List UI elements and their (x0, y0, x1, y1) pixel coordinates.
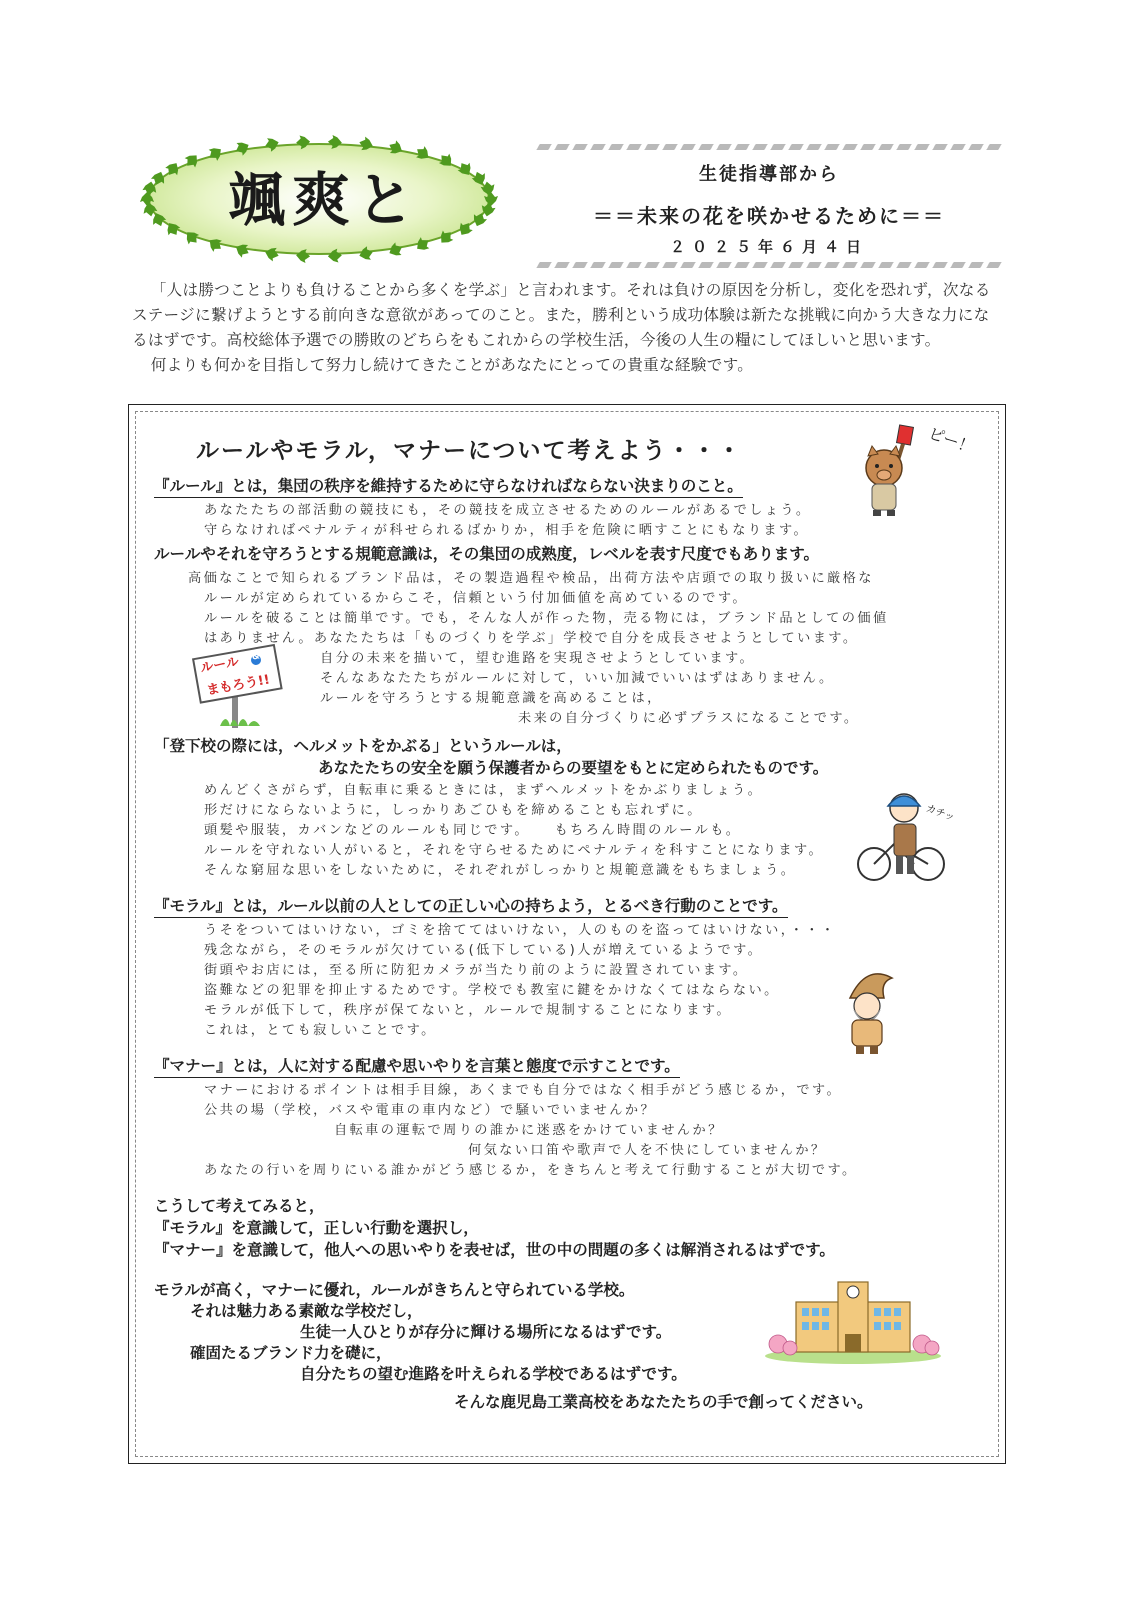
moral-heading: 『モラル』とは，ルール以前の人としての正しい心の持ちよう，とるべき行動のことです。 (154, 894, 788, 918)
manner-line: あなたの行いを周りにいる誰かがどう感じるか，をきちんと考えて行動することが大切です。 (204, 1163, 858, 1178)
manner-heading: 『マナー』とは，人に対する配慮や思いやりを言葉と態度で示すことです。 (154, 1054, 680, 1078)
moral-line: 残念ながら，そのモラルが欠けている(低下している)人が増えているようです。 (204, 943, 764, 958)
conclusion-line: こうして考えてみると， (154, 1197, 325, 1215)
header-divider-top (536, 144, 1001, 150)
manner-line: 公共の場（学校，バスや電車の車内など）で騒いでいませんか？ (204, 1103, 657, 1118)
school-line: 生徒一人ひとりが存分に輝ける場所になるはずです。 (300, 1323, 672, 1341)
header-subtitle: ＝＝未来の花を咲かせるために＝＝ (593, 204, 945, 228)
manner-line: 何気ない口笛や歌声で人を不快にしていませんか？ (468, 1143, 827, 1158)
logo-title: 颯爽と (227, 166, 420, 234)
norm-line: はありません。あなたたちは「ものづくりを学ぶ」学校で自分を成長させようとしています。 (204, 631, 859, 646)
school-line: モラルが高く，マナーに優れ，ルールがきちんと守られている学校。 (154, 1281, 635, 1299)
elf-gnome-illustration (836, 968, 898, 1058)
manner-line: 自転車の運転で周りの誰かに迷惑をかけていませんか？ (334, 1123, 724, 1138)
school-line: そんな鹿児島工業高校をあなたたちの手で創ってください。 (454, 1393, 873, 1411)
intro-text-2: 何よりも何かを目指して努力し続けてきたことがあなたにとっての貴重な経験です。 (150, 356, 754, 374)
helmet-line: 頭髪や服装，カバンなどのルールも同じです。 もちろん時間のルールも。 (204, 823, 742, 838)
helmet-line: 形だけにならないように，しっかりあごひもを締めることも忘れずに。 (204, 803, 703, 818)
header-divider-bottom (536, 262, 1001, 268)
norm-line: 自分の未来を描いて，望む進路を実現させようとしています。 (320, 651, 756, 666)
school-window (894, 1308, 901, 1316)
norm-heading: ルールやそれを守ろうとする規範意識は，その集団の成熟度，レベルを表す尺度でもあります。 (154, 545, 819, 563)
sign-text-amp: & (251, 651, 261, 663)
school-window (874, 1308, 881, 1316)
referee-boar-illustration (858, 426, 922, 518)
school-building-illustration (762, 1278, 944, 1364)
school-window (822, 1322, 829, 1330)
moral-line: 盗難などの犯罪を抑止するためです。学校でも教室に鍵をかけなくてはならない。 (204, 983, 780, 998)
school-line: 自分たちの望む進路を叶えられる学校であるはずです。 (300, 1365, 687, 1383)
moral-line: うそをついてはいけない，ゴミを捨ててはいけない，人のものを盗ってはいけない，・・・ (204, 923, 837, 938)
moral-line: 街頭やお店には，至る所に防犯カメラが当たり前のように設置されています。 (204, 963, 749, 978)
school-line: 確固たるブランド力を礎に， (190, 1344, 392, 1362)
norm-line: そんなあなたたちがルールに対して，いい加減でいいはずはありません。 (320, 671, 835, 686)
helmet-heading-1: 「登下校の際には，ヘルメットをかぶる」というルールは， (154, 737, 572, 755)
norm-line: 未来の自分づくりに必ずプラスになることです。 (518, 711, 860, 726)
school-window (802, 1308, 809, 1316)
header-date: ２０２５年６月４日 (669, 238, 868, 256)
intro-paragraph (132, 278, 1004, 378)
school-window (894, 1322, 901, 1330)
rule-heading: 『ルール』とは，集団の秩序を維持するために守らなければならない決まりのこと。 (154, 474, 743, 498)
header-department: 生徒指導部から (699, 164, 839, 185)
moral-line: モラルが低下して，秩序が保てないと，ルールで規制することになります。 (204, 1003, 732, 1018)
rule-line: あなたたちの部活動の競技にも，その競技を成立させるためのルールがあるでしょう。 (204, 503, 812, 518)
helmet-heading-2: あなたたちの安全を願う保護者からの要望をもとに定められたものです。 (318, 759, 829, 777)
school-window (884, 1322, 891, 1330)
sign-text-rule: ルール (199, 654, 241, 677)
school-window (802, 1322, 809, 1330)
helmet-line: そんな窮屈な思いをしないために，それぞれがしっかりと規範意識をもちましょう。 (204, 863, 797, 878)
cyclist-helmet-illustration (854, 784, 950, 884)
school-window (884, 1308, 891, 1316)
school-window (812, 1322, 819, 1330)
school-window (874, 1322, 881, 1330)
sign-text-protect: まもろう!! (205, 672, 272, 699)
norm-line: ルールを守ろうとする規範意識を高めることは， (320, 691, 663, 706)
moral-line: これは，とても寂しいことです。 (204, 1023, 437, 1038)
norm-line: ルールを破ることは簡単です。でも，そんな人が作った物，売る物には，ブランド品としての価値 (204, 611, 889, 626)
intro-text-1: 「人は勝つことよりも負けることから多くを学ぶ」と言われます。それは負けの原因を分析し，変化を恐れず，次なるステージに繋げようとする前向きな意欲があってのこと。また，勝利という成功体験は新たな挑戦に向かう大きな力になるはずです。高校総体予選での勝敗のどちらをもこれからの学校生活，今後の人生の糧にしてほしいと思います。 (132, 281, 991, 349)
conclusion-line: 『マナー』を意識して，他人への思いやりを表せば，世の中の問題の多くは解消されるはずです。 (154, 1241, 835, 1259)
school-line: それは魅力ある素敵な学校だし， (190, 1302, 423, 1320)
manner-line: マナーにおけるポイントは相手目線，あくまでも自分ではなく相手がどう感じるか，です。 (204, 1083, 843, 1098)
whistle-sound-text: ピー！ (925, 423, 977, 458)
helmet-line: めんどくさがらず，自転車に乗るときには，まずヘルメットをかぶりましょう。 (204, 783, 764, 798)
norm-line: 高価なことで知られるブランド品は，その製造過程や検品，出荷方法や店頭での取り扱いに厳格な (188, 571, 874, 586)
rule-line: 守らなければペナルティが科せられるばかりか，相手を危険に晒すことにもなります。 (204, 523, 810, 538)
conclusion-line: 『モラル』を意識して，正しい行動を選択し， (154, 1219, 479, 1237)
school-window (812, 1308, 819, 1316)
box-title: ルールやモラル，マナーについて考えよう・・・ (196, 438, 743, 464)
click-sound-text: カチッ (924, 803, 957, 824)
school-window (822, 1308, 829, 1316)
helmet-line: ルールを守れない人がいると，それを守らせるためにペナルティを科すことになります。 (204, 843, 825, 858)
norm-line: ルールが定められているからこそ，信頼という付加価値を高めているのです。 (204, 591, 748, 606)
